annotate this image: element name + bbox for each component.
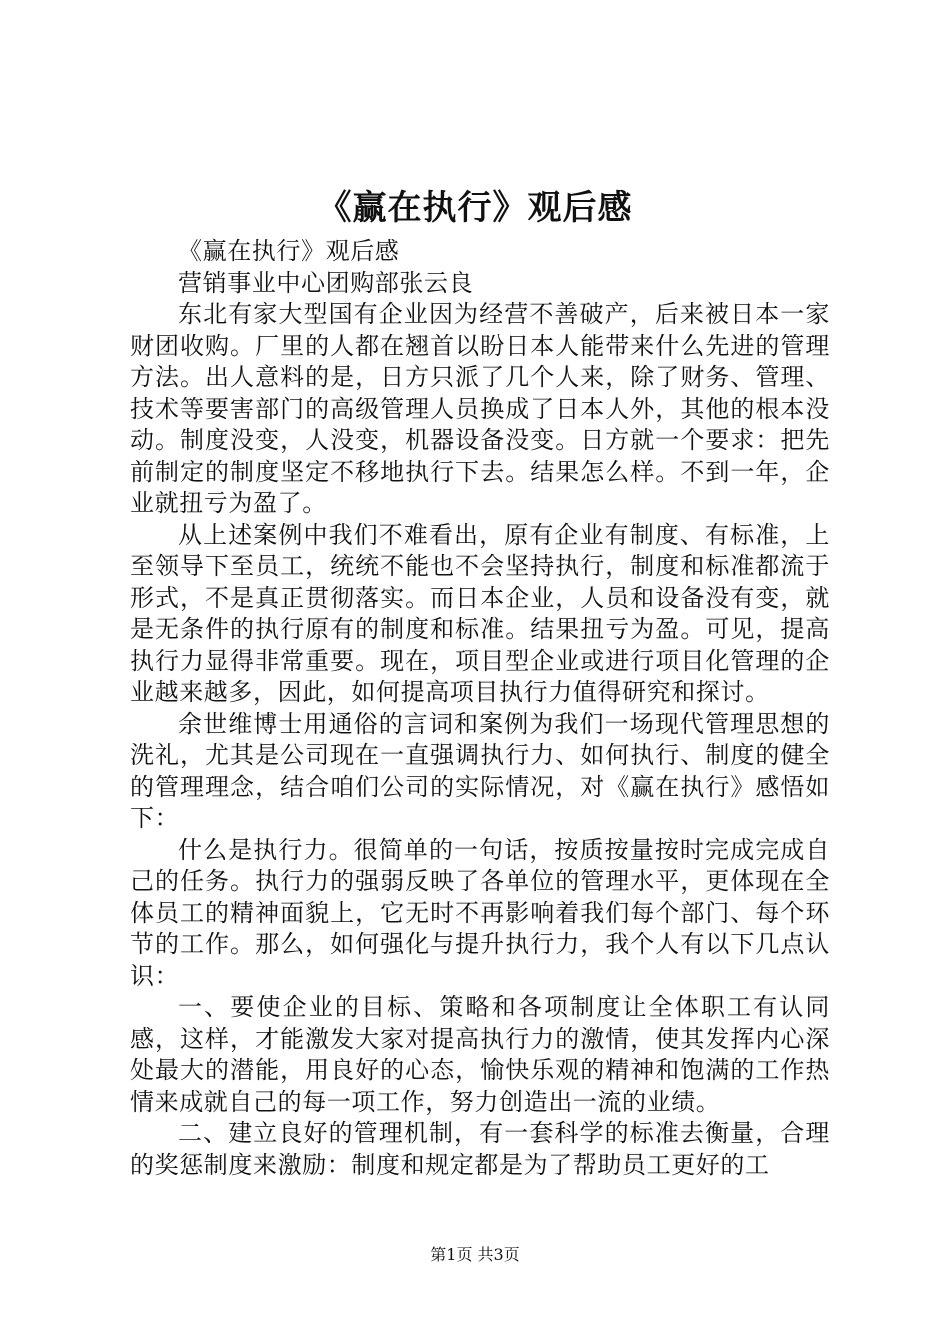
paragraph: 东北有家大型国有企业因为经营不善破产，后来被日本一家财团收购。厂里的人都在翘首以盼日本人能带来什么先进的管理方法。出人意料的是，日方只派了几个人来，除了财务、管理、技术等要害部门的高级管理人员换成了日本人外，其他的根本没动。制度没变，人没变，机器设备没变。日方就一个要求：把先前制定的制度坚定不移地执行下去。结果怎么样。不到一年，企业就扭亏为盈了。 <box>130 300 830 517</box>
subtitle-line: 《赢在执行》观后感 <box>178 237 400 265</box>
author-line: 营销事业中心团购部张云良 <box>178 268 474 297</box>
paragraph: 二、建立良好的管理机制，有一套科学的标准去衡量，合理的奖惩制度来激励：制度和规定都是为了帮助员工更好的工 <box>130 1119 830 1179</box>
document-body <box>130 236 830 1181</box>
paragraph: 余世维博士用通俗的言词和案例为我们一场现代管理思想的洗礼，尤其是公司现在一直强调执行力、如何执行、制度的健全的管理理念，结合咱们公司的实际情况，对《赢在执行》感悟如下： <box>130 709 830 832</box>
page-title: 《赢在执行》观后感 <box>317 188 633 228</box>
paragraph: 什么是执行力。很简单的一句话，按质按量按时完成完成自己的任务。执行力的强弱反映了各单位的管理水平，更体现在全体员工的精神面貌上，它无时不再影响着我们每个部门、每个环节的工作。那么，如何强化与提升执行力，我个人有以下几点认识： <box>130 835 830 990</box>
paragraph: 一、要使企业的目标、策略和各项制度让全体职工有认同感，这样，才能激发大家对提高执行力的激情，使其发挥内心深处最大的潜能，用良好的心态，愉快乐观的精神和饱满的工作热情来成就自己的每一项工作，努力创造出一流的业绩。 <box>130 993 830 1116</box>
page-footer: 第1页 共3页 <box>430 1245 520 1264</box>
paragraph: 从上述案例中我们不难看出，原有企业有制度、有标准，上至领导下至员工，统统不能也不会坚持执行，制度和标准都流于形式，不是真正贯彻落实。而日本企业，人员和设备没有变，就是无条件的执行原有的制度和标准。结果扭亏为盈。可见，提高执行力显得非常重要。现在，项目型企业或进行项目化管理的企业越来越多，因此，如何提高项目执行力值得研究和探讨。 <box>130 520 830 706</box>
